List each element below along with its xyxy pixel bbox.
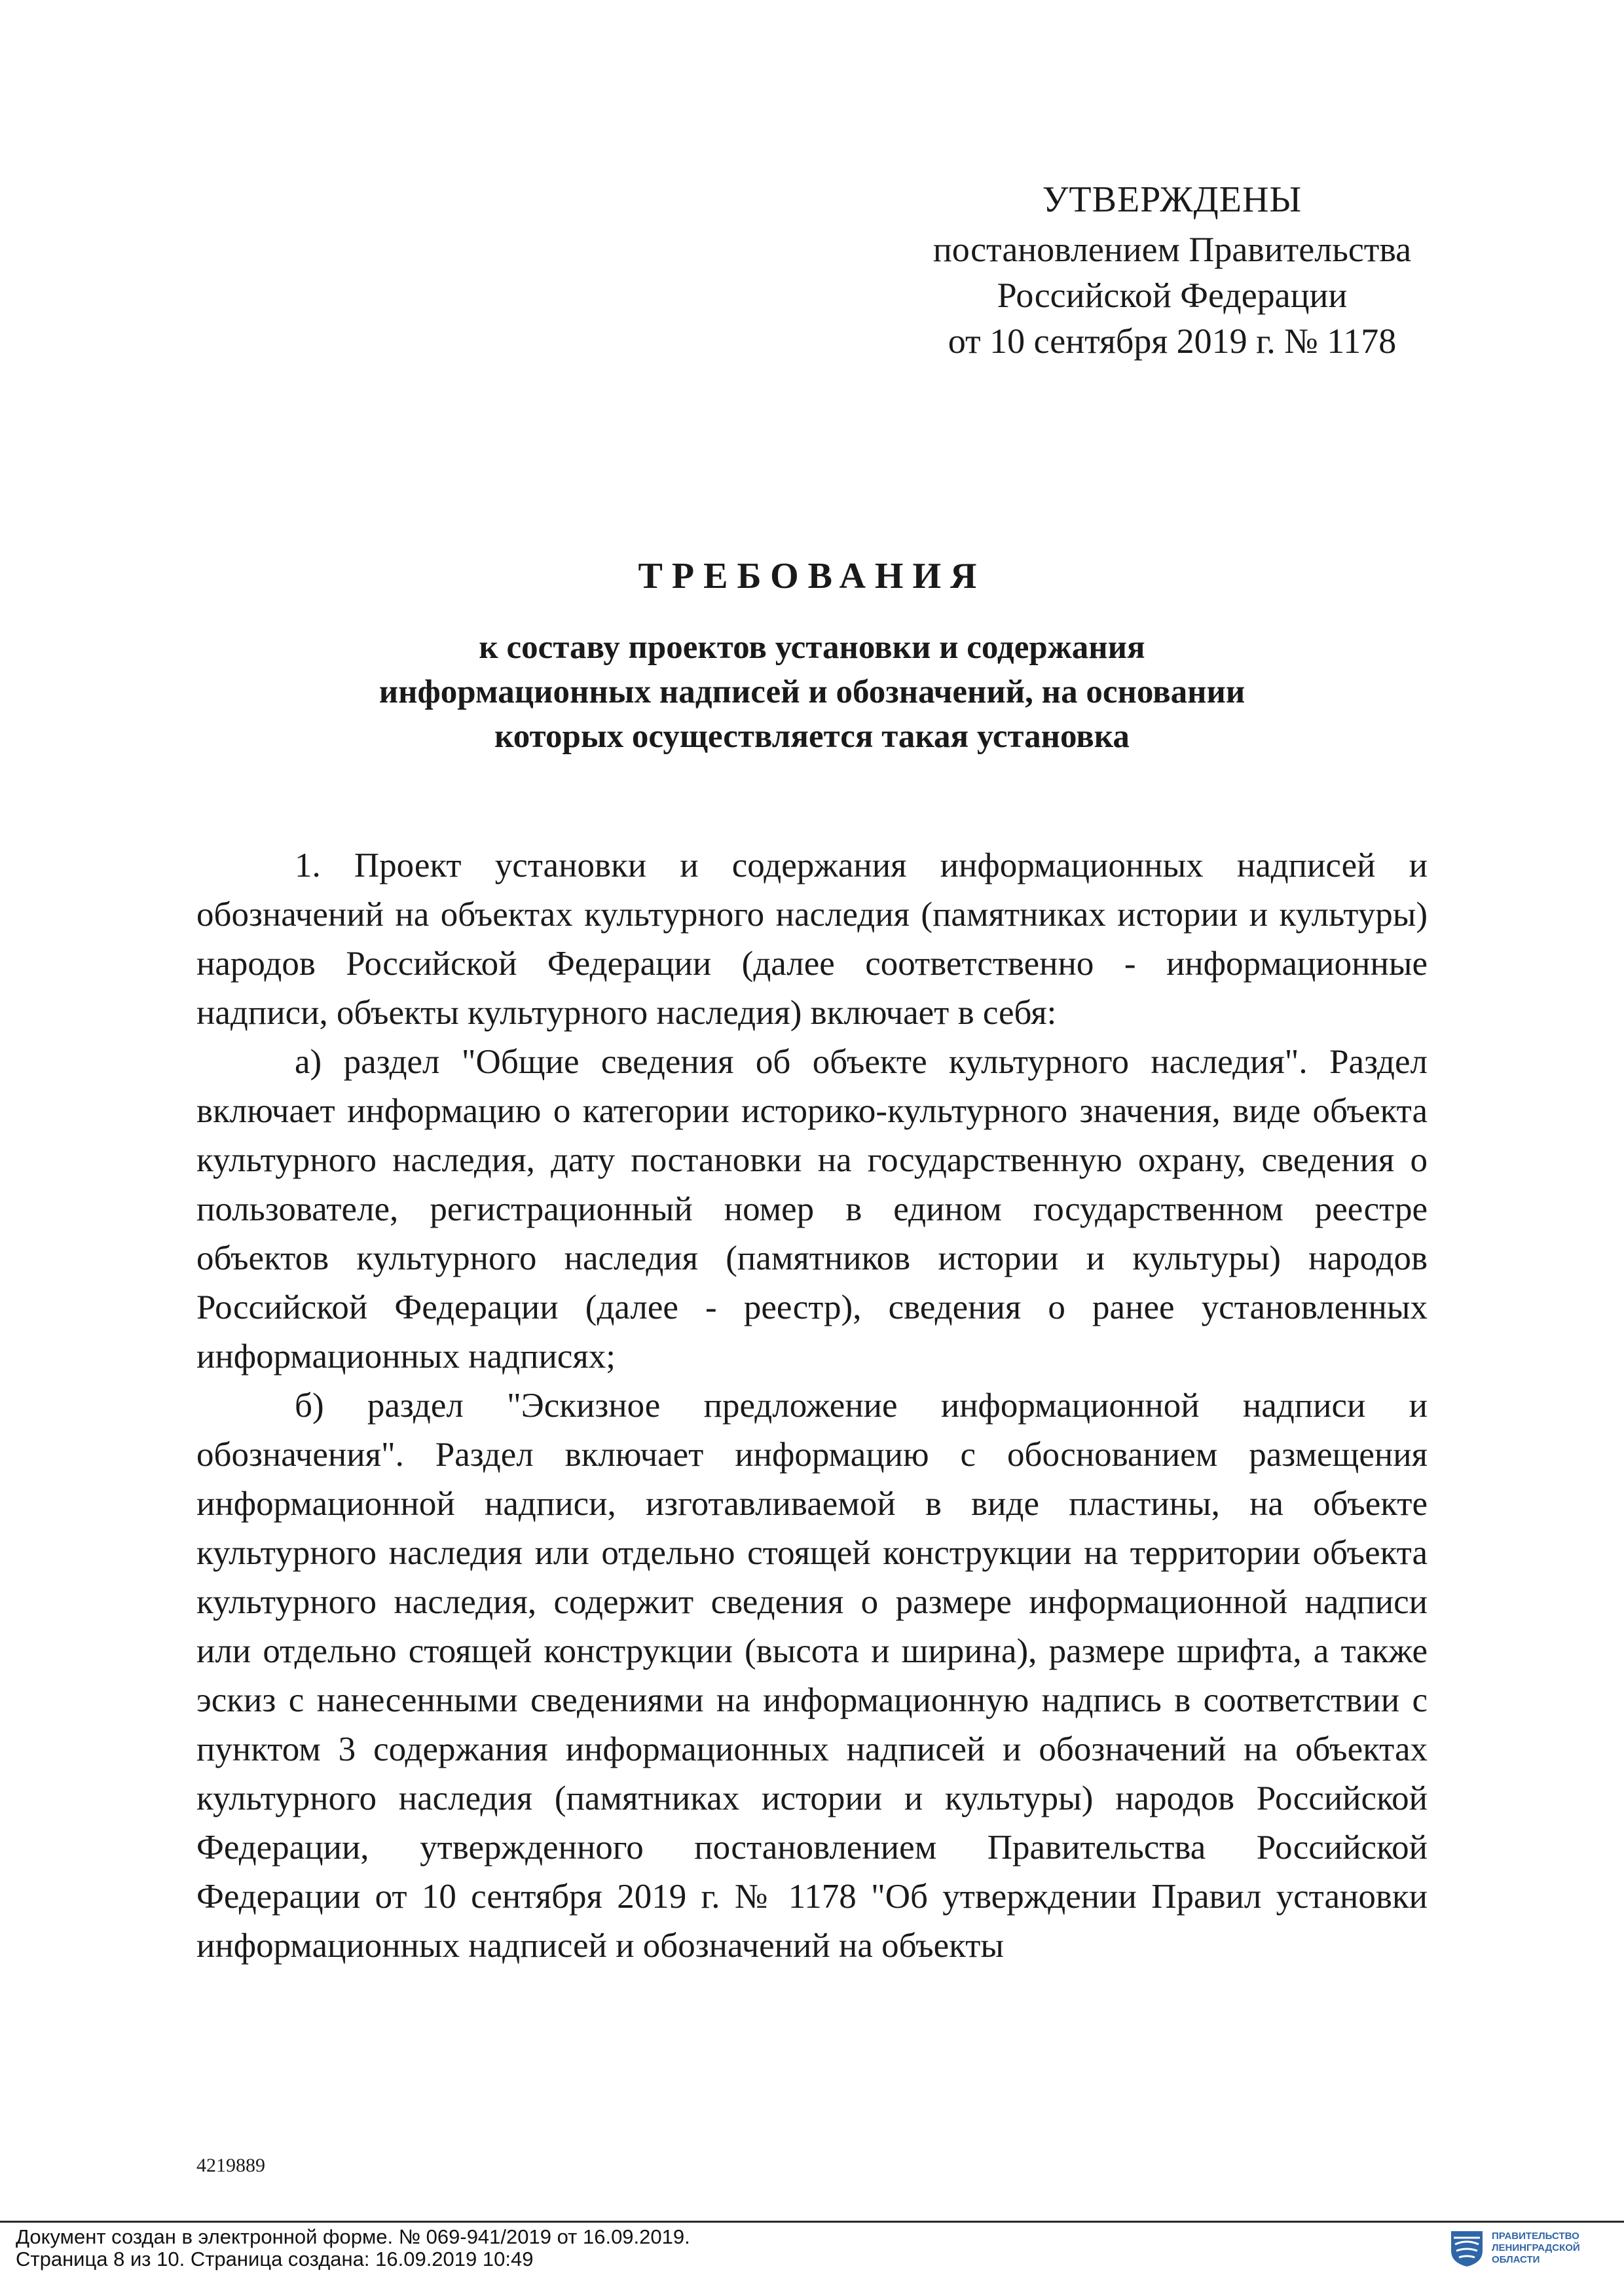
subtitle-line-3: которых осуществляется такая установка: [494, 718, 1130, 755]
title-main: ТРЕБОВАНИЯ: [638, 556, 986, 596]
approval-heading: УТВЕРЖДЕНЫ: [1042, 179, 1302, 220]
government-logo: [1449, 2227, 1612, 2269]
approval-line-2: Российской Федерации: [997, 276, 1348, 315]
coat-of-arms-icon: [1449, 2229, 1485, 2268]
logo-line-2: ЛЕНИНГРАДСКОЙ: [1492, 2242, 1580, 2253]
approval-line-1: постановлением Правительства: [932, 230, 1412, 269]
document-title: [196, 553, 1428, 759]
document-number: 4219889: [196, 2155, 265, 2176]
paragraph-a: а) раздел "Общие сведения об объекте культурного наследия". Раздел включает информацию о категории историко-культурного значения, виде объекта культурного наследия, дату постановки на государственную охрану, сведения о пользователе, регистрационный номер в едином государственном реестре объектов культурного наследия (памятников истории и культуры) народов Российской Федерации (далее - реестр), сведения о ранее установленных информационных надписях;: [196, 1043, 1428, 1376]
approval-line-3: от 10 сентября 2019 г. № 1178: [948, 321, 1397, 361]
paragraph-b: б) раздел "Эскизное предложение информационной надписи и обозначения". Раздел включает информацию с обоснованием размещения информационной надписи, изготавливаемой в виде пластины, на объекте культурного наследия или отдельно стоящей конструкции на территории объекта культурного наследия, содержит сведения о размере информационной надписи или отдельно стоящей конструкции (высота и ширина), размере шрифта, а также эскиз с нанесенными сведениями на информационную надпись в соответствии с пунктом 3 содержания информационных надписей и обозначений на объектах культурного наследия (памятниках истории и культуры) народов Российской Федерации, утвержденного постановлением Правительства Российской Федерации от 10 сентября 2019 г. № 1178 "Об утверждении Правил установки информационных надписей и обозначений на объекты: [196, 1387, 1428, 1965]
logo-line-1: ПРАВИТЕЛЬСТВО: [1492, 2231, 1579, 2242]
footer-divider: [0, 2221, 1624, 2223]
logo-line-3: ОБЛАСТИ: [1492, 2254, 1540, 2265]
subtitle-line-2: информационных надписей и обозначений, на основании: [378, 674, 1246, 710]
approval-block: [877, 177, 1467, 364]
title-subtitle: [196, 625, 1428, 759]
paragraph-1: 1. Проект установки и содержания информационных надписей и обозначений на объектах культурного наследия (памятниках истории и культуры) народов Российской Федерации (далее соответственно - информационные надписи, объекты культурного наследия) включает в себя:: [196, 847, 1428, 1032]
footer-line-2: Страница 8 из 10. Страница создана: 16.09.2019 10:49: [16, 2248, 534, 2270]
logo-text: [1492, 2231, 1580, 2266]
footer-info: [16, 2226, 690, 2270]
footer-line-1: Документ создан в электронной форме. № 069-941/2019 от 16.09.2019.: [16, 2225, 690, 2248]
document-body: [196, 841, 1428, 1971]
subtitle-line-1: к составу проектов установки и содержания: [479, 629, 1145, 666]
